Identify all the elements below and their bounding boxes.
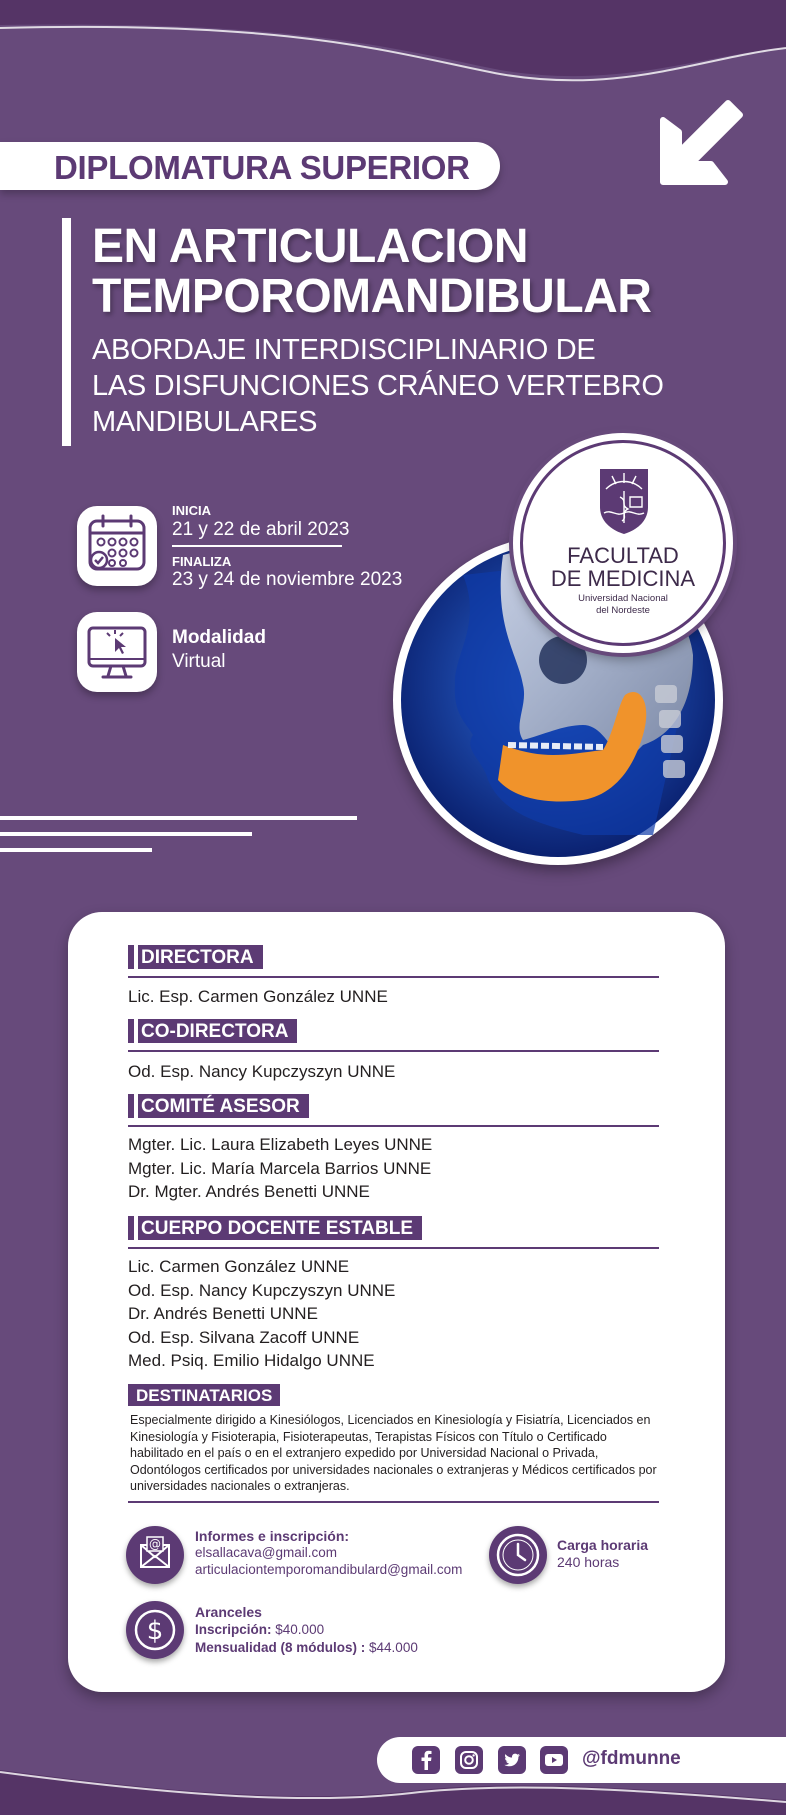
university-line-2: del Nordeste — [596, 605, 650, 616]
directora-list — [128, 985, 388, 1009]
subtitle-line-1: ABORDAJE INTERDISCIPLINARIO DE — [92, 334, 596, 366]
codirectora-name: Od. Esp. Nancy Kupczyszyn UNNE — [128, 1062, 396, 1081]
faculty-logo-badge — [513, 433, 733, 653]
subtitle — [92, 332, 664, 440]
hours-label: Carga horaria — [557, 1537, 649, 1553]
docente-member: Od. Esp. Silvana Zacoff UNNE — [128, 1327, 360, 1347]
fee-1-label: Inscripción: — [195, 1622, 272, 1637]
university-line-1: Universidad Nacional — [578, 593, 668, 604]
faculty-name-line-2: DE MEDICINA — [550, 566, 696, 591]
directora-name: Lic. Esp. Carmen González UNNE — [128, 987, 388, 1006]
start-label: INICIA — [172, 503, 211, 518]
title-accent-bar — [62, 218, 71, 446]
fee-2-value: $44.000 — [369, 1640, 418, 1655]
fee-2 — [195, 1640, 418, 1655]
destinatarios-header: DESTINATARIOS — [128, 1384, 280, 1406]
calendar-tile — [77, 506, 157, 586]
fee-1-value: $40.000 — [275, 1622, 325, 1637]
program-type-banner — [0, 142, 500, 190]
end-value: 23 y 24 de noviembre 2023 — [172, 569, 403, 590]
svg-text:@: @ — [149, 1537, 161, 1551]
faculty-name-line-1: FACULTAD — [567, 543, 679, 568]
main-title — [92, 222, 651, 322]
docente-member: Med. Psiq. Emilio Hidalgo UNNE — [128, 1351, 375, 1370]
fees-label: Aranceles — [195, 1604, 262, 1620]
comite-list — [128, 1133, 432, 1204]
date-separator — [172, 545, 342, 547]
mode-value: Virtual — [172, 651, 226, 672]
start-value: 21 y 22 de abril 2023 — [172, 519, 350, 540]
program-type: DIPLOMATURA SUPERIOR — [54, 149, 470, 186]
directora-divider — [128, 976, 659, 978]
computer-tile — [77, 612, 157, 692]
email-2[interactable]: articulaciontemporomandibulard@gmail.com — [195, 1562, 463, 1577]
youtube-icon[interactable] — [540, 1746, 568, 1774]
social-handle[interactable]: @fdmunne — [582, 1748, 681, 1769]
subtitle-line-3: MANDIBULARES — [92, 406, 318, 438]
fee-2-label: Mensualidad (8 módulos) : — [195, 1640, 366, 1655]
clock-icon — [489, 1526, 547, 1584]
codirectora-header: CO-DIRECTORA — [128, 1019, 297, 1043]
mode-label: Modalidad — [172, 627, 266, 648]
docente-divider — [128, 1247, 659, 1249]
title-line-1: EN ARTICULACION — [92, 220, 529, 273]
fee-1 — [195, 1622, 324, 1637]
email-icon — [126, 1526, 184, 1584]
subtitle-line-2: LAS DISFUNCIONES CRÁNEO VERTEBRO — [92, 370, 664, 402]
hours-value: 240 horas — [557, 1554, 620, 1570]
instagram-icon[interactable] — [455, 1746, 483, 1774]
docente-list — [128, 1255, 395, 1373]
dollar-icon-badge — [126, 1601, 184, 1659]
codirectora-divider — [128, 1050, 659, 1052]
destinatarios-text: Especialmente dirigido a Kinesiólogos, Licenciados en Kinesiología y Fisiatría, Licenciados en Kinesiología y Fisioterapia, Fisioterapeutas, Terapistas Físicos con Título o Certificado habilitado en el país o en el extranjero expedido por Universidad Nacional o Privada, Odontólogos certificados por universidades nacionales o extranjeras y Médicos certificados por universidades nacionales o extranjeras. — [130, 1413, 657, 1493]
svg-text:$: $ — [146, 1616, 164, 1646]
computer-icon — [77, 612, 157, 692]
directora-header: DIRECTORA — [128, 945, 263, 969]
info-label: Informes e inscripción: — [195, 1528, 350, 1544]
social-bar — [377, 1737, 786, 1783]
arrow-down-left-icon — [645, 92, 755, 202]
comite-member: Mgter. Lic. Laura Elizabeth Leyes UNNE — [128, 1135, 433, 1154]
info-card — [68, 912, 725, 1692]
clock-icon-badge — [489, 1526, 547, 1584]
faculty-crest-icon — [596, 467, 652, 535]
email-icon-badge — [126, 1526, 184, 1584]
dollar-icon — [126, 1601, 184, 1659]
email-1[interactable]: elsallacava@gmail.com — [195, 1545, 338, 1560]
comite-member: Dr. Mgter. Andrés Benetti UNNE — [128, 1182, 370, 1201]
twitter-icon[interactable] — [498, 1746, 526, 1774]
docente-member: Dr. Andrés Benetti UNNE — [128, 1304, 318, 1323]
comite-divider — [128, 1125, 659, 1127]
end-label: FINALIZA — [172, 554, 232, 569]
top-wave-decoration — [0, 0, 786, 100]
destinatarios-divider — [128, 1501, 659, 1503]
docente-member: Od. Esp. Nancy Kupczyszyn UNNE — [128, 1280, 396, 1300]
comite-header: COMITÉ ASESOR — [128, 1094, 309, 1118]
docente-header: CUERPO DOCENTE ESTABLE — [128, 1216, 422, 1240]
facebook-icon[interactable] — [412, 1746, 440, 1774]
docente-member: Lic. Carmen González UNNE — [128, 1257, 350, 1276]
comite-member: Mgter. Lic. María Marcela Barrios UNNE — [128, 1158, 432, 1178]
calendar-icon — [77, 506, 157, 586]
title-line-2: TEMPOROMANDIBULAR — [92, 270, 652, 323]
codirectora-list — [128, 1060, 395, 1084]
